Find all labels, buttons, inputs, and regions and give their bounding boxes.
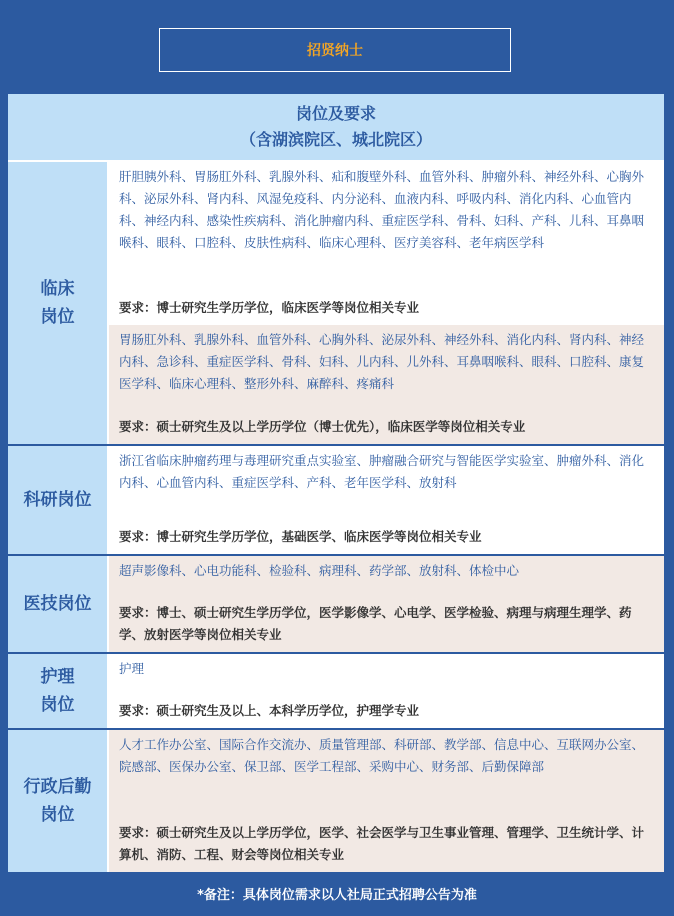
clinical-master-departments: 胃肠肛外科、乳腺外科、血管外科、心胸外科、泌尿外科、神经外科、消化内科、肾内科、神经内科、急诊科、重症医学科、骨科、妇科、儿内科、儿外科、耳鼻咽喉科、眼科、口腔科、康复医学科、临床心理科、整形外科、麻醉科、疼痛科 <box>119 332 645 391</box>
admin-block <box>109 730 664 872</box>
nursing-block <box>109 654 664 728</box>
clinical-category <box>8 162 107 444</box>
nursing-requirement: 要求：硕士研究生及以上、本科学历学位，护理学专业 <box>119 703 420 718</box>
table-heading <box>8 94 664 160</box>
admin-category-line2: 岗位 <box>40 805 75 825</box>
medtech-category-label: 医技岗位 <box>23 594 92 614</box>
research-category <box>8 446 107 554</box>
clinical-block-phd <box>109 162 664 325</box>
nursing-departments: 护理 <box>119 661 145 676</box>
nursing-category <box>8 654 107 728</box>
research-category-label: 科研岗位 <box>23 490 92 510</box>
admin-category <box>8 730 107 872</box>
page-title-box <box>159 28 511 72</box>
table-heading-title: 岗位及要求 <box>295 104 376 123</box>
research-departments: 浙江省临床肿瘤药理与毒理研究重点实验室、肿瘤融合研究与智能医学实验室、肿瘤外科、消化内科、心血管内科、重症医学科、产科、老年医学科、放射科 <box>119 453 645 490</box>
research-row <box>8 446 664 554</box>
medtech-row <box>8 556 664 652</box>
admin-row <box>8 730 664 872</box>
medtech-requirement: 要求：博士、硕士研究生学历学位，医学影像学、心电学、医学检验、病理与病理生理学、药学、放射医学等岗位相关专业 <box>119 605 632 642</box>
clinical-phd-departments: 肝胆胰外科、胃肠肛外科、乳腺外科、疝和腹壁外科、血管外科、肿瘤外科、神经外科、心胸外科、泌尿外科、肾内科、风湿免疫科、内分泌科、血液内科、呼吸内科、消化内科、心血管内科、神经内科、感染性疾病科、消化肿瘤内科、重症医学科、骨科、妇科、产科、儿科、耳鼻咽喉科、眼科、口腔科、皮肤性病科、临床心理科、医疗美容科、老年病医学科 <box>119 169 645 250</box>
clinical-category-line2: 岗位 <box>40 307 75 327</box>
clinical-master-requirement: 要求：硕士研究生及以上学历学位（博士优先），临床医学等岗位相关专业 <box>119 419 526 434</box>
medtech-block <box>109 556 664 652</box>
admin-category-line1: 行政后勤 <box>23 777 92 797</box>
nursing-category-line1: 护理 <box>40 667 75 687</box>
nursing-category-line2: 岗位 <box>40 695 75 715</box>
clinical-row <box>8 162 664 444</box>
positions-table <box>8 94 664 872</box>
table-heading-subtitle: （含湖滨院区、城北院区） <box>239 130 432 149</box>
medtech-departments: 超声影像科、心电功能科、检验科、病理科、药学部、放射科、体检中心 <box>119 563 520 578</box>
research-requirement: 要求：博士研究生学历学位，基础医学、临床医学等岗位相关专业 <box>119 529 482 544</box>
medtech-category <box>8 556 107 652</box>
footer-note: *备注：具体岗位需求以人社局正式招聘公告为准 <box>197 888 477 903</box>
clinical-block-master <box>109 325 664 444</box>
page-title: 招贤纳士 <box>307 43 363 59</box>
admin-requirement: 要求：硕士研究生及以上学历学位，医学、社会医学与卫生事业管理、管理学、卫生统计学、计算机、消防、工程、财会等岗位相关专业 <box>119 825 645 862</box>
research-block <box>109 446 664 554</box>
clinical-category-line1: 临床 <box>40 279 75 299</box>
nursing-row <box>8 654 664 728</box>
clinical-phd-requirement: 要求：博士研究生学历学位，临床医学等岗位相关专业 <box>119 300 420 315</box>
admin-departments: 人才工作办公室、国际合作交流办、质量管理部、科研部、教学部、信息中心、互联网办公室、院感部、医保办公室、保卫部、医学工程部、采购中心、财务部、后勤保障部 <box>119 737 645 774</box>
